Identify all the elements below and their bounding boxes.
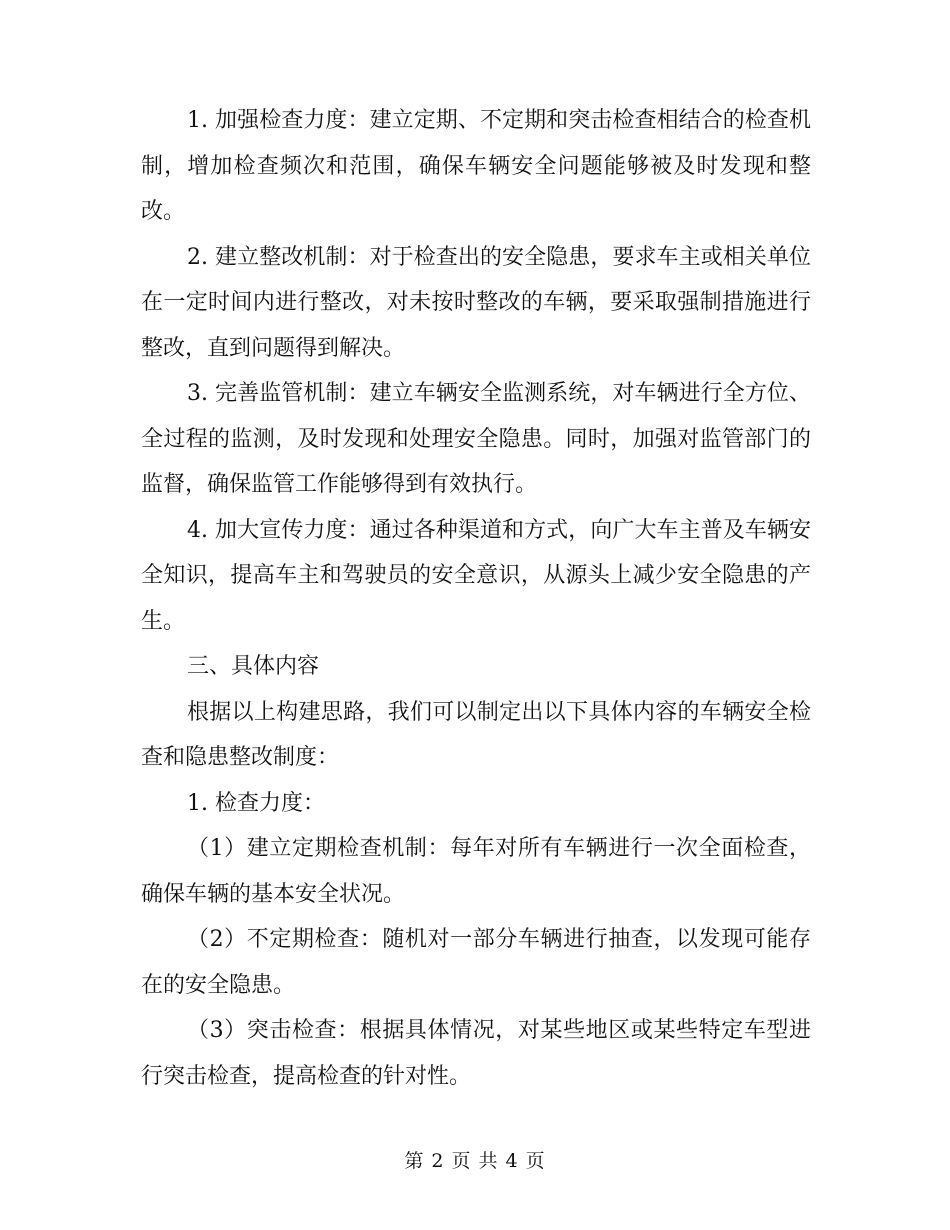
paragraph-publicity-intensity: 4. 加大宣传力度：通过各种渠道和方式，向广大车主普及车辆安全知识，提高车主和驾驶员的安全意识，从源头上减少安全隐患的产生。 (141, 517, 811, 634)
paragraph-intro: 根据以上构建思路，我们可以制定出以下具体内容的车辆安全检查和隐患整改制度： (141, 699, 811, 770)
list-item-regular-inspection: （1）建立定期检查机制：每年对所有车辆进行一次全面检查，确保车辆的基本安全状况。 (141, 836, 811, 907)
list-item-irregular-inspection: （2）不定期检查：随机对一部分车辆进行抽查，以发现可能存在的安全隐患。 (141, 927, 811, 998)
subheading-inspection-intensity: 1. 检查力度： (187, 790, 325, 816)
paragraph-inspection-intensity: 1. 加强检查力度：建立定期、不定期和突击检查相结合的检查机制，增加检查频次和范围，确保车辆安全问题能够被及时发现和整改。 (141, 108, 811, 224)
paragraph-supervision-mechanism: 3. 完善监管机制：建立车辆安全监测系统，对车辆进行全方位、全过程的监测，及时发现和处理安全隐患。同时，加强对监管部门的监督，确保监管工作能够得到有效执行。 (141, 381, 811, 497)
list-item-surprise-inspection: （3）突击检查：根据具体情况，对某些地区或某些特定车型进行突击检查，提高检查的针对性。 (141, 1018, 811, 1089)
paragraph-rectification-mechanism: 2. 建立整改机制：对于检查出的安全隐患，要求车主或相关单位在一定时间内进行整改，对未按时整改的车辆，要采取强制措施进行整改，直到问题得到解决。 (141, 244, 811, 361)
page-number-footer: 第 2 页 共 4 页 (404, 1150, 546, 1172)
section-heading-specific-content: 三、具体内容 (187, 654, 320, 679)
document-body (141, 98, 811, 1099)
